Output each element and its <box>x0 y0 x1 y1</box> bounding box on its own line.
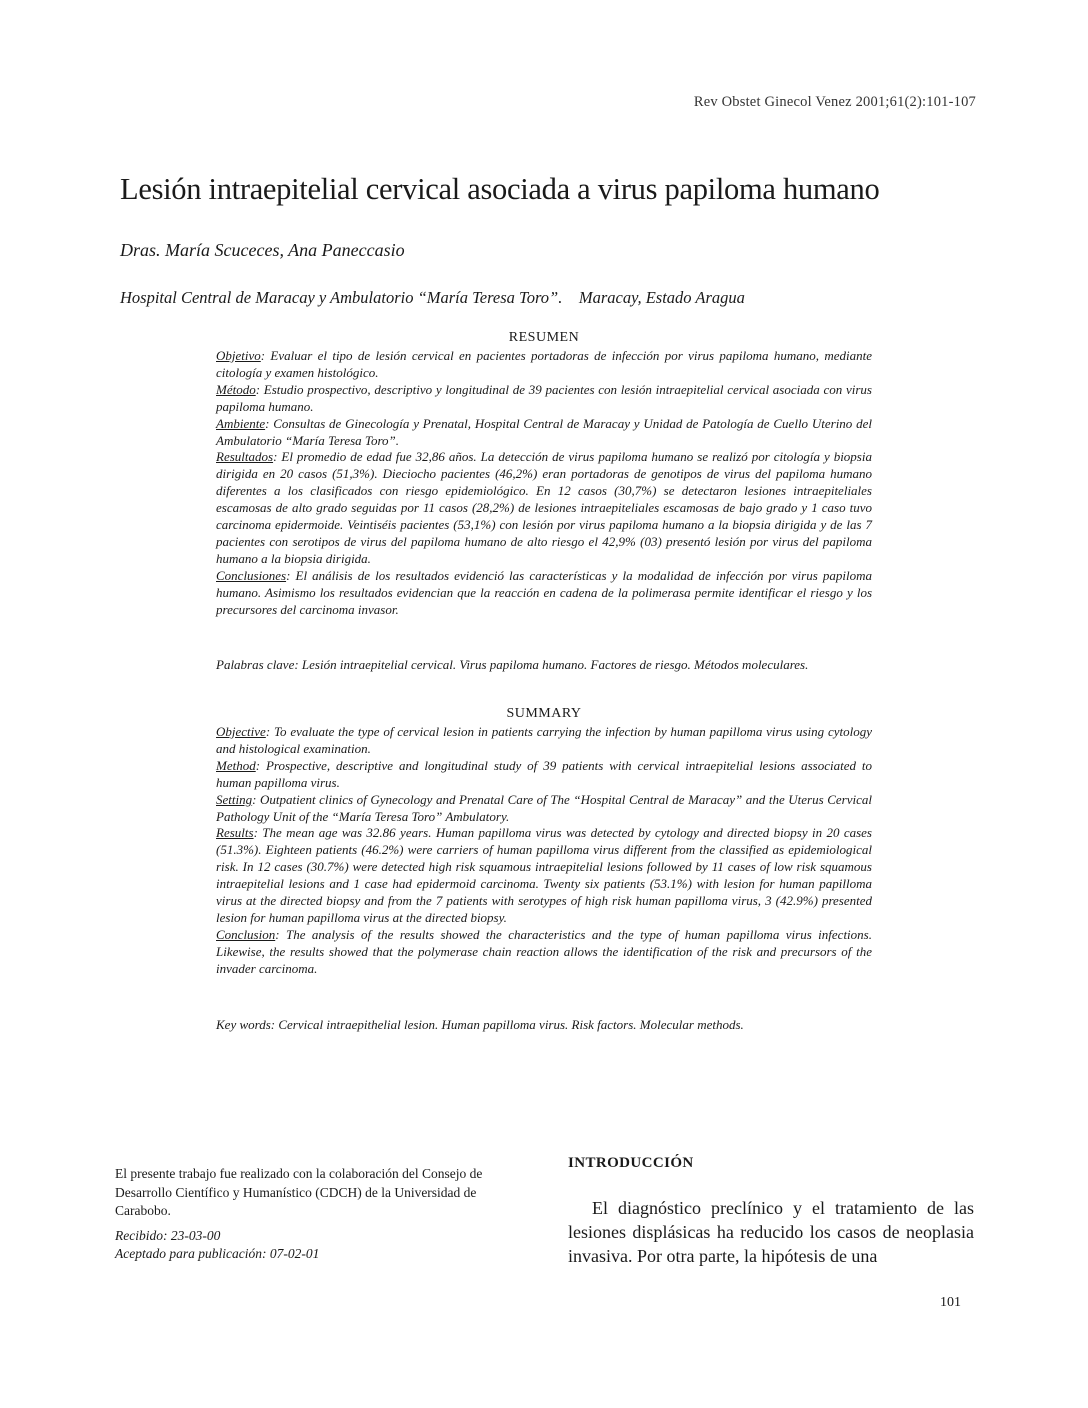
resumen-ambiente: Ambiente: Consultas de Ginecología y Prenatal, Hospital Central de Maracay y Unidad de Patología de Cuello Uterino del Ambulatorio “María Teresa Toro”. <box>216 415 872 448</box>
article-title: Lesión intraepitelial cervical asociada a virus papiloma humano <box>120 172 880 206</box>
summary-objective: Objective: To evaluate the type of cervical lesion in patients carrying the infection by human papilloma virus using cytology and histological examination. <box>216 724 872 756</box>
footnote <box>115 1165 515 1264</box>
resumen-conclusiones: Conclusiones: El análisis de los resultados evidenció las características y la modalidad de infección por virus papiloma humano. Asimismo los resultados evidencian que la reacción en cadena de la polimerasa permite identificar el riesgo y los precursores del carcinoma invasor. <box>216 567 872 617</box>
summary-method: Method: Prospective, descriptive and longitudinal study of 39 patients with cervical intraepitelial lesions associated to human papilloma virus. <box>216 757 872 790</box>
resumen-objetivo: Objetivo: Evaluar el tipo de lesión cervical en pacientes portadoras de infección por virus papiloma humano, mediante citología y examen histológico. <box>216 348 872 380</box>
introduccion-text: El diagnóstico preclínico y el tratamiento de las lesiones displásicas ha reducido los casos de neoplasia invasiva. Por otra parte, la hipótesis de una <box>568 1198 974 1266</box>
journal-reference: Rev Obstet Ginecol Venez 2001;61(2):101-107 <box>693 94 976 110</box>
page-number: 101 <box>940 1295 961 1310</box>
funding-note: El presente trabajo fue realizado con la colaboración del Consejo de Desarrollo Científico y Humanístico (CDCH) de la Universidad de Carabobo. <box>115 1166 483 1218</box>
key-words: Key words: Cervical intraepithelial lesion. Human papilloma virus. Risk factors. Molecular methods. <box>216 1017 744 1032</box>
summary-conclusion: Conclusion: The analysis of the results showed the characteristics and the type of human papilloma virus infections. Likewise, the results showed that the polymerase chain reaction allows the identification of the risk and precursors of the invader carcinoma. <box>216 926 872 976</box>
summary-heading: SUMMARY <box>506 706 582 721</box>
introduccion-heading: INTRODUCCIÓN <box>568 1155 694 1171</box>
summary-body <box>216 724 872 978</box>
accepted-date: Aceptado para publicación: 07-02-01 <box>115 1246 320 1261</box>
authors: Dras. María Scuceces, Ana Paneccasio <box>120 240 405 260</box>
affiliation: Hospital Central de Maracay y Ambulatorio “María Teresa Toro”. Maracay, Estado Aragua <box>120 288 745 307</box>
resumen-heading: RESUMEN <box>508 330 580 345</box>
resumen-metodo: Método: Estudio prospectivo, descriptivo y longitudinal de 39 pacientes con lesión intraepitelial cervical asociada con virus papiloma humano. <box>216 381 872 414</box>
summary-setting: Setting: Outpatient clinics of Gynecology and Prenatal Care of The “Hospital Central de Maracay” and the Uterus Cervical Pathology Unit of the “María Teresa Toro” Ambulatory. <box>216 791 872 824</box>
resumen-resultados: Resultados: El promedio de edad fue 32,86 años. La detección de virus papiloma humano se realizó por citología y biopsia dirigida en 20 casos (51,3%). Dieciocho pacientes (46,2%) eran portadoras de genotipos de virus del papiloma humano diferentes a los clasificados con riesgo epidemiológico. En 12 casos (30,7%) se detectaron lesiones intraepiteliales escamosas de alto grado seguidas por 11 casos (28,2%) de lesiones intraepiteliales escamosas de bajo grado y 1 caso tuvo carcinoma epidermoide. Veintiséis pacientes (53,1%) con lesión por virus papiloma humano a la biopsia dirigida y de las 7 pacientes con serotipos de virus del papiloma humano de alto riesgo el 42,9% (03) presentó lesión por virus del papiloma humano a la biopsia dirigida. <box>216 449 872 566</box>
resumen-body <box>216 348 872 619</box>
summary-results: Results: The mean age was 32.86 years. Human papilloma virus was detected by cytology and directed biopsy in 20 cases (51.3%). Eighteen patients (46.2%) were carriers of human papilloma virus different from the classified as epidemiological risk. In 12 cases (30.7%) were detected high risk squamous intraepitelial lesions followed by 11 cases of low risk squamous intraepitelial lesions and 1 case had epidermoid carcinoma. Twenty six patients (53.1%) with lesion for human papilloma virus at the directed biopsy and from the 7 patients with serotypes of high risk human papilloma virus, 3 (42.9%) presented lesion for human papilloma virus at the directed biopsy. <box>216 825 872 925</box>
palabras-clave: Palabras clave: Lesión intraepitelial cervical. Virus papiloma humano. Factores de riesgo. Métodos moleculares. <box>216 657 809 672</box>
received-date: Recibido: 23-03-00 <box>115 1227 221 1243</box>
